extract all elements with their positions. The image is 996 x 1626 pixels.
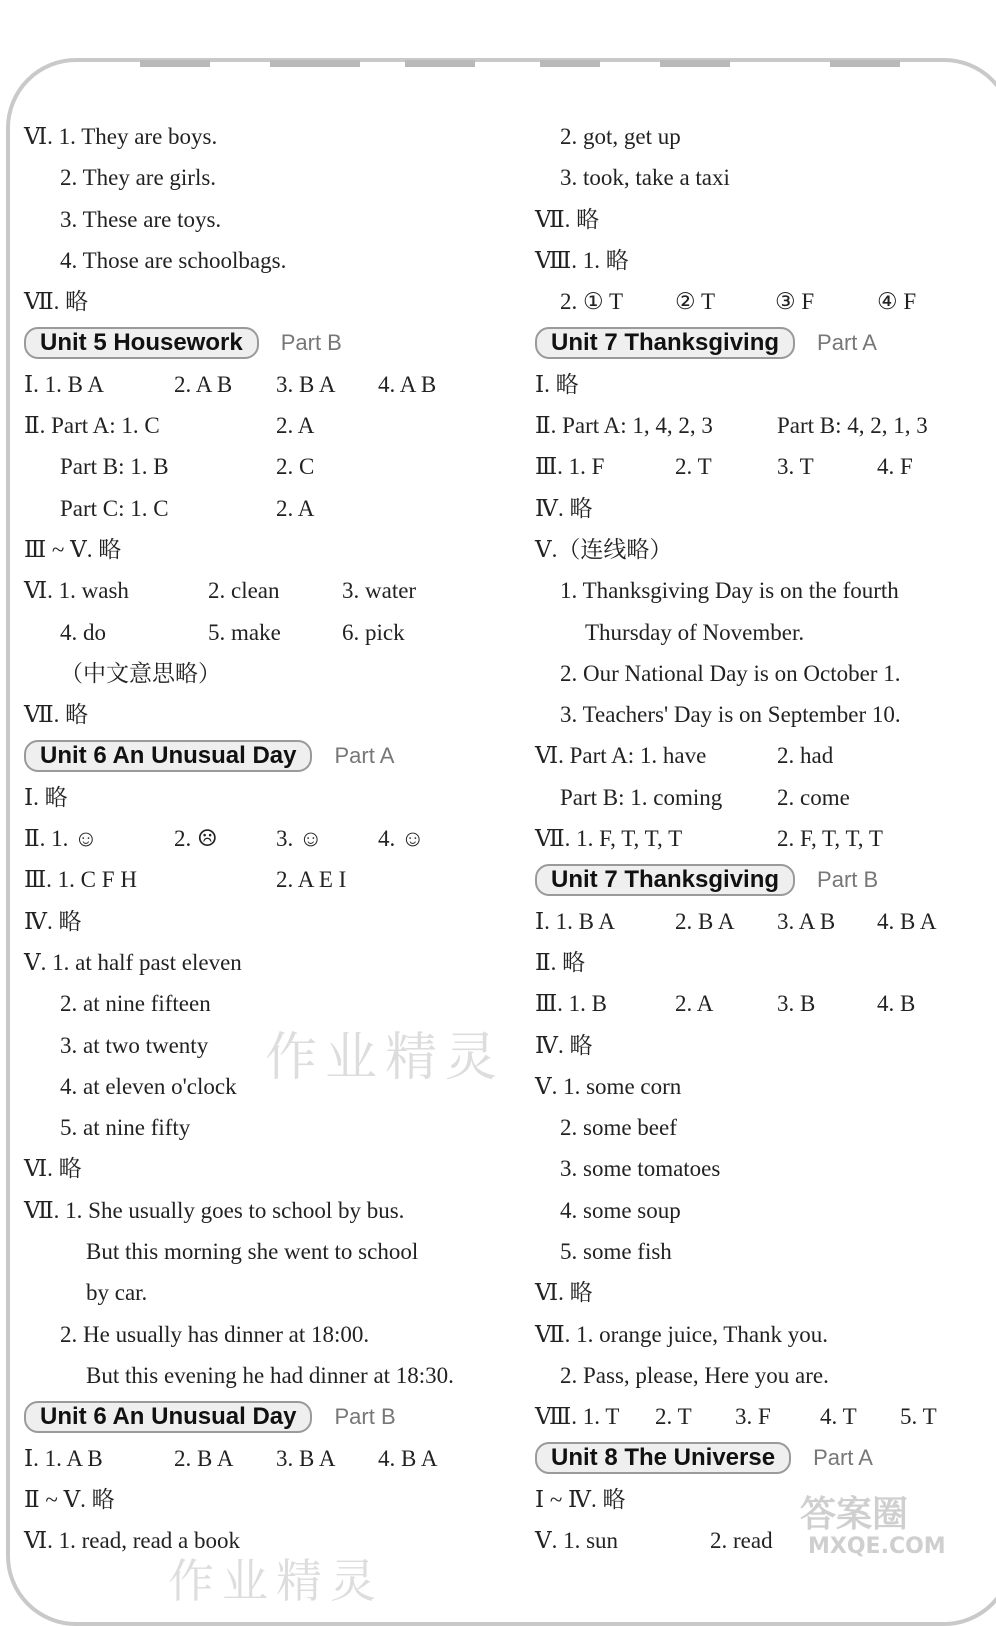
unit-title: Unit 7 Thanksgiving [535, 327, 795, 359]
answer-text: Ⅳ. 略 [24, 908, 82, 934]
answer-line [24, 405, 484, 446]
answer-line [24, 942, 484, 983]
answer-line [535, 364, 995, 405]
answer-line [24, 1272, 484, 1313]
answer-text: 4. B A [877, 908, 937, 934]
answer-text: 2. B A [675, 908, 735, 934]
right-column [535, 116, 995, 1561]
answer-text: 3. These are toys. [60, 206, 222, 232]
answer-text: Ⅱ. Part A: 1. C [24, 413, 160, 439]
answer-text: Ⅵ. 1. read, read a book [24, 1528, 240, 1554]
answer-text: Ⅵ. 1. They are boys. [24, 124, 218, 149]
answer-text: Part B: 1. coming [560, 784, 723, 810]
answer-line [24, 240, 484, 281]
answer-text: 4. Those are schoolbags. [60, 247, 287, 273]
answer-line [24, 199, 484, 240]
answer-text: 2. T [675, 454, 712, 480]
answer-text: 3. T [777, 454, 814, 480]
answer-line [24, 1438, 484, 1479]
answer-text: 1. Thanksgiving Day is on the fourth [560, 578, 899, 604]
answer-text: Part B: 4, 2, 1, 3 [777, 413, 928, 439]
answer-text: Ⅰ. 略 [24, 784, 68, 810]
unit-title: Unit 6 An Unusual Day [24, 1401, 312, 1433]
answer-line [535, 1314, 995, 1355]
answer-text: Ⅵ. 1. wash [24, 578, 129, 604]
answer-text: Part B: 1. B [60, 454, 169, 480]
unit-part: Part A [334, 743, 395, 769]
answer-line [24, 1355, 484, 1396]
answer-text: 4. ☺ [378, 826, 425, 852]
answer-text: 3. some tomatoes [560, 1156, 721, 1182]
answer-text: Ⅶ. 1. F, T, T, T [535, 826, 683, 852]
answer-line [24, 570, 484, 611]
answer-text: Ⅰ. 1. B A [535, 908, 616, 934]
answer-text: Ⅶ. 略 [24, 702, 89, 728]
answer-text: 4. T [820, 1404, 857, 1430]
answer-text: Ⅵ. 略 [535, 1280, 593, 1306]
answer-text: 3. ☺ [276, 826, 323, 852]
answer-text: Ⅶ. 略 [535, 206, 600, 232]
answer-text: Ⅳ. 略 [535, 495, 593, 521]
answer-text: 3. Teachers' Day is on September 10. [560, 702, 901, 728]
answer-line [535, 735, 995, 776]
answer-line [535, 1396, 995, 1437]
unit-title: Unit 7 Thanksgiving [535, 864, 795, 896]
answer-text: Ⅷ. 1. 略 [535, 247, 629, 273]
answer-line [535, 694, 995, 735]
answer-text: Ⅰ. 1. A B [24, 1445, 103, 1471]
answer-line [535, 942, 995, 983]
answer-text: Ⅱ. 略 [535, 949, 586, 975]
answer-text: But this evening he had dinner at 18:30. [86, 1362, 454, 1388]
answer-line [535, 529, 995, 570]
answer-text: Ⅶ. 略 [24, 289, 89, 315]
answer-text: 2. B A [174, 1445, 234, 1471]
unit-part: Part A [817, 330, 877, 356]
answer-line [24, 1107, 484, 1148]
answer-text: Ⅱ. Part A: 1, 4, 2, 3 [535, 413, 713, 439]
answer-line [535, 1025, 995, 1066]
answer-text: 3. water [342, 578, 417, 604]
answer-line [24, 1190, 484, 1231]
watermark-center: 作业精灵 [265, 1028, 506, 1088]
answer-text: 2. A E I [276, 867, 347, 893]
answer-text: 2. ☹ [174, 826, 218, 852]
answer-text: 3. B A [276, 1445, 336, 1471]
answer-text: Ⅴ. 1. some corn [535, 1073, 682, 1099]
answer-text: Part C: 1. C [60, 495, 169, 521]
answer-line [24, 157, 484, 198]
answer-line [24, 653, 484, 694]
answer-text: 2. T [655, 1404, 692, 1430]
answer-text: 4. B [877, 991, 916, 1017]
answer-text: 2. got, get up [560, 124, 681, 149]
answer-text: 3. B [777, 991, 816, 1017]
answer-text: 2. C [276, 454, 315, 480]
top-dash [140, 60, 210, 67]
answer-line [24, 1314, 484, 1355]
answer-text: 4. some soup [560, 1197, 681, 1223]
answer-text: 3. B A [276, 371, 336, 397]
answer-text: 4. do [60, 619, 106, 645]
answer-text: 2. He usually has dinner at 18:00. [60, 1321, 370, 1347]
answer-text: Ⅰ. 略 [535, 371, 579, 397]
answer-text: Ⅴ. 1. at half past eleven [24, 949, 242, 975]
top-dash [270, 60, 360, 67]
answer-text: Ⅴ.（连线略） [535, 536, 673, 562]
answer-line [24, 116, 484, 157]
unit-title: Unit 6 An Unusual Day [24, 740, 312, 772]
answer-text: 3. A B [777, 908, 836, 934]
answer-text: by car. [86, 1280, 148, 1306]
answer-text: Ⅵ. 略 [24, 1156, 82, 1182]
unit-part: Part B [334, 1403, 396, 1429]
unit-header [535, 1438, 995, 1479]
left-column [24, 116, 484, 1561]
answer-line [24, 281, 484, 322]
answer-text: Ⅷ. 1. T [535, 1404, 620, 1430]
answer-text: Ⅶ. 1. She usually goes to school by bus. [24, 1197, 405, 1223]
answer-text: 2. Pass, please, Here you are. [560, 1362, 829, 1388]
answer-line [535, 570, 995, 611]
answer-text: Ⅰ ~ Ⅳ. 略 [535, 1486, 626, 1512]
answer-text: 3. at two twenty [60, 1032, 209, 1058]
answer-line [535, 1355, 995, 1396]
answer-line [24, 818, 484, 859]
answer-line [535, 1272, 995, 1313]
answer-text: Ⅲ ~ Ⅴ. 略 [24, 536, 122, 562]
answer-text: 5. T [900, 1404, 937, 1430]
top-dash [405, 60, 475, 67]
answer-text: 2. had [777, 743, 834, 769]
answer-line [24, 777, 484, 818]
unit-header [24, 322, 484, 363]
answer-text: 2. A B [174, 371, 233, 397]
answer-text: 2. A [276, 495, 315, 521]
answer-text: 2. They are girls. [60, 165, 217, 191]
answer-text: 2. F, T, T, T [777, 826, 883, 852]
top-dash [660, 60, 730, 67]
answer-text: 2. read [710, 1528, 773, 1554]
answer-text: 4. B A [378, 1445, 438, 1471]
answer-text: ② T [675, 289, 716, 315]
unit-header [24, 735, 484, 776]
unit-header [535, 859, 995, 900]
top-dash [830, 60, 900, 67]
answer-text: 5. at nine fifty [60, 1115, 191, 1141]
answer-text: 5. some fish [560, 1239, 672, 1265]
answer-line [535, 1479, 995, 1520]
answer-line [535, 983, 995, 1024]
answer-text: Ⅱ ~ Ⅴ. 略 [24, 1486, 115, 1512]
answer-text: Ⅲ. 1. C F H [24, 867, 137, 893]
answer-text: ④ F [877, 289, 917, 315]
answer-text: 4. F [877, 454, 913, 480]
answer-line [535, 116, 995, 157]
watermark-site: MXQE.COM [808, 1534, 946, 1559]
answer-line [24, 694, 484, 735]
answer-line [535, 653, 995, 694]
answer-line [535, 199, 995, 240]
answer-text: Ⅴ. 1. sun [535, 1528, 619, 1554]
answer-text: 2. some beef [560, 1115, 677, 1141]
answer-text: 2. come [777, 784, 850, 810]
answer-text: 2. A [675, 991, 714, 1017]
answer-line [24, 901, 484, 942]
answer-text: Ⅳ. 略 [535, 1032, 593, 1058]
answer-line [535, 1190, 995, 1231]
answer-text: 2. Our National Day is on October 1. [560, 660, 901, 686]
answer-line [535, 446, 995, 487]
answer-text: 2. ① T [560, 289, 624, 315]
answer-line [24, 446, 484, 487]
answer-line [535, 1231, 995, 1272]
answer-line [535, 818, 995, 859]
watermark-logo: 答案圈 [800, 1494, 909, 1535]
answer-text: 6. pick [342, 619, 405, 645]
unit-title: Unit 5 Housework [24, 327, 259, 359]
unit-header [535, 322, 995, 363]
answer-text: Ⅶ. 1. orange juice, Thank you. [535, 1321, 829, 1347]
answer-text: 3. F [735, 1404, 771, 1430]
answer-line [24, 859, 484, 900]
answer-line [535, 777, 995, 818]
answer-text: 2. clean [208, 578, 280, 604]
answer-line [535, 1148, 995, 1189]
answer-line [24, 1231, 484, 1272]
top-dash [540, 60, 600, 67]
answer-text: But this morning she went to school [86, 1239, 419, 1265]
answer-line [24, 1479, 484, 1520]
answer-text: Ⅵ. Part A: 1. have [535, 743, 707, 769]
answer-line [24, 364, 484, 405]
answer-line [535, 1066, 995, 1107]
watermark-bottom: 作业精灵 [168, 1554, 384, 1608]
answer-text: 3. took, take a taxi [560, 165, 730, 191]
answer-text: 2. at nine fifteen [60, 991, 211, 1017]
answer-text: Ⅲ. 1. B [535, 991, 608, 1017]
answer-text: Ⅰ. 1. B A [24, 371, 105, 397]
answer-line [24, 488, 484, 529]
unit-title: Unit 8 The Universe [535, 1442, 791, 1474]
answer-text: Thursday of November. [585, 619, 805, 645]
answer-text: 2. A [276, 413, 315, 439]
answer-line [535, 1107, 995, 1148]
answer-line [535, 901, 995, 942]
answer-line [24, 529, 484, 570]
unit-header [24, 1396, 484, 1437]
answer-text: Ⅱ. 1. ☺ [24, 826, 98, 852]
answer-line [535, 281, 995, 322]
unit-part: Part B [817, 866, 879, 892]
answer-text: 4. A B [378, 371, 437, 397]
answer-text: Ⅲ. 1. F [535, 454, 605, 480]
answer-line [24, 612, 484, 653]
answer-line [535, 157, 995, 198]
answer-line [535, 405, 995, 446]
answer-line [535, 488, 995, 529]
answer-line [24, 1148, 484, 1189]
answer-text: （中文意思略） [60, 660, 221, 686]
answer-text: 5. make [208, 619, 281, 645]
unit-part: Part A [813, 1445, 873, 1471]
answer-line [535, 612, 995, 653]
answer-text: ③ F [775, 289, 815, 315]
answer-text: 4. at eleven o'clock [60, 1073, 237, 1099]
unit-part: Part B [280, 330, 342, 356]
answer-line [535, 240, 995, 281]
